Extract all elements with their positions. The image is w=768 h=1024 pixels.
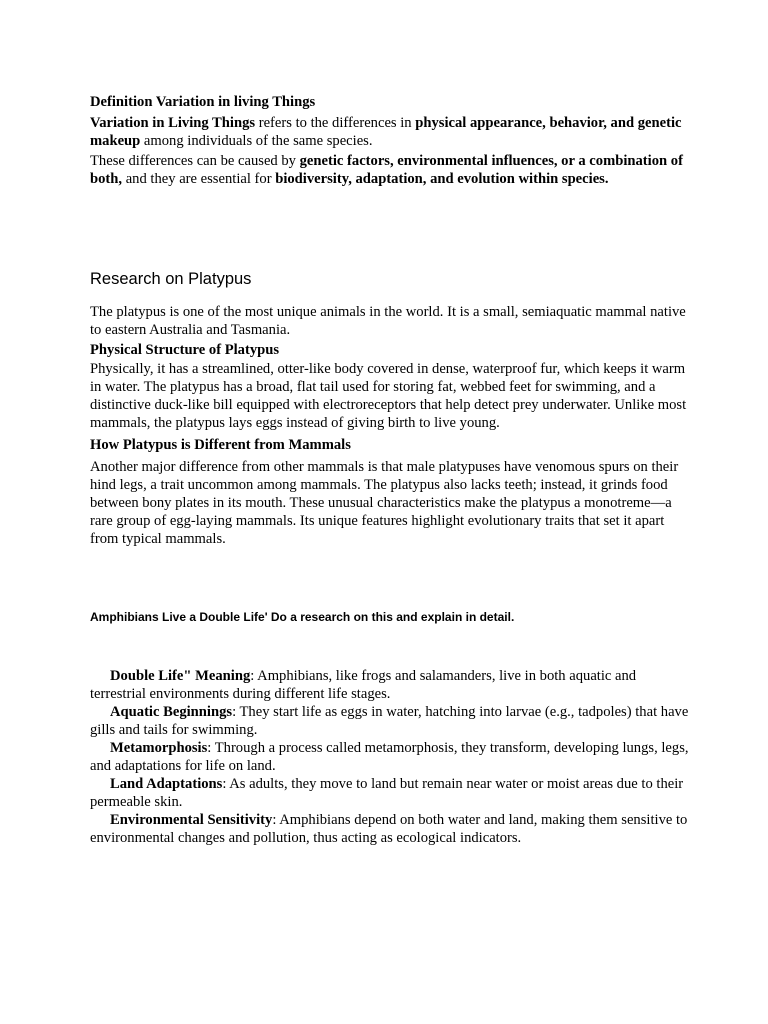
paragraph-variation-causes (90, 152, 690, 188)
item-term: Aquatic Beginnings (110, 704, 233, 720)
list-item (90, 811, 690, 847)
subheading-physical-structure: Physical Structure of Platypus (90, 342, 280, 358)
bold-term: genetic factors, environmental influences, or a combination of both, (90, 153, 683, 187)
heading-platypus: Research on Platypus (90, 270, 252, 288)
section-title-variation: Definition Variation in living Things (90, 94, 316, 110)
item-text: : As adults, they move to land but remain near water or moist areas due to their permeable skin. (90, 776, 684, 810)
heading-amphibians: Amphibians Live a Double Life' Do a research on this and explain in detail. (90, 610, 515, 624)
bold-term: Variation in Living Things (90, 115, 256, 131)
item-text: : Through a process called metamorphosis, they transform, developing lungs, legs, and adaptations for life on land. (90, 740, 689, 774)
text-run: These differences can be caused by (90, 153, 300, 169)
paragraph-physical-structure: Physically, it has a streamlined, otter-like body covered in dense, waterproof fur, which keeps it warm in water. The platypus has a broad, flat tail used for storing fat, webbed feet for swimming, and a distinctive duck-like bill equipped with electroreceptors that help detect prey underwater. Unlike most mammals, the platypus lays eggs instead of giving birth to live young. (90, 361, 687, 431)
amphibian-list (90, 667, 690, 847)
bold-term: biodiversity, adaptation, and evolution within species. (275, 171, 609, 187)
list-item (90, 667, 690, 703)
item-term: Metamorphosis (110, 740, 208, 756)
subheading-difference: How Platypus is Different from Mammals (90, 437, 351, 453)
item-text: : Amphibians depend on both water and land, making them sensitive to environmental changes and pollution, thus acting as ecological indicators. (90, 812, 688, 846)
item-term: Land Adaptations (110, 776, 223, 792)
item-text: : They start life as eggs in water, hatching into larvae (e.g., tadpoles) that have gills and tails for swimming. (90, 704, 689, 738)
list-item (90, 739, 690, 775)
item-term: Environmental Sensitivity (110, 812, 273, 828)
list-item (90, 703, 690, 739)
text-run: among individuals of the same species. (140, 133, 373, 149)
paragraph-difference: Another major difference from other mammals is that male platypuses have venomous spurs on their hind legs, a trait uncommon among mammals. The platypus also lacks teeth; instead, it grinds food between bony plates in its mouth. These unusual characteristics make the platypus a monotreme—a rare group of egg-laying mammals. Its unique features highlight evolutionary traits that set it apart from typical mammals. (90, 459, 679, 547)
list-item (90, 775, 690, 811)
paragraph-variation-definition (90, 114, 690, 150)
bold-term: physical appearance, behavior, and genetic makeup (90, 115, 682, 149)
text-run: refers to the differences in (255, 115, 416, 131)
item-term: Double Life" Meaning (110, 668, 251, 684)
paragraph-platypus-intro: The platypus is one of the most unique animals in the world. It is a small, semiaquatic mammal native to eastern Australia and Tasmania. (90, 304, 686, 338)
item-text: : Amphibians, like frogs and salamanders, live in both aquatic and terrestrial environments during different life stages. (90, 668, 637, 702)
text-run: and they are essential for (122, 171, 276, 187)
